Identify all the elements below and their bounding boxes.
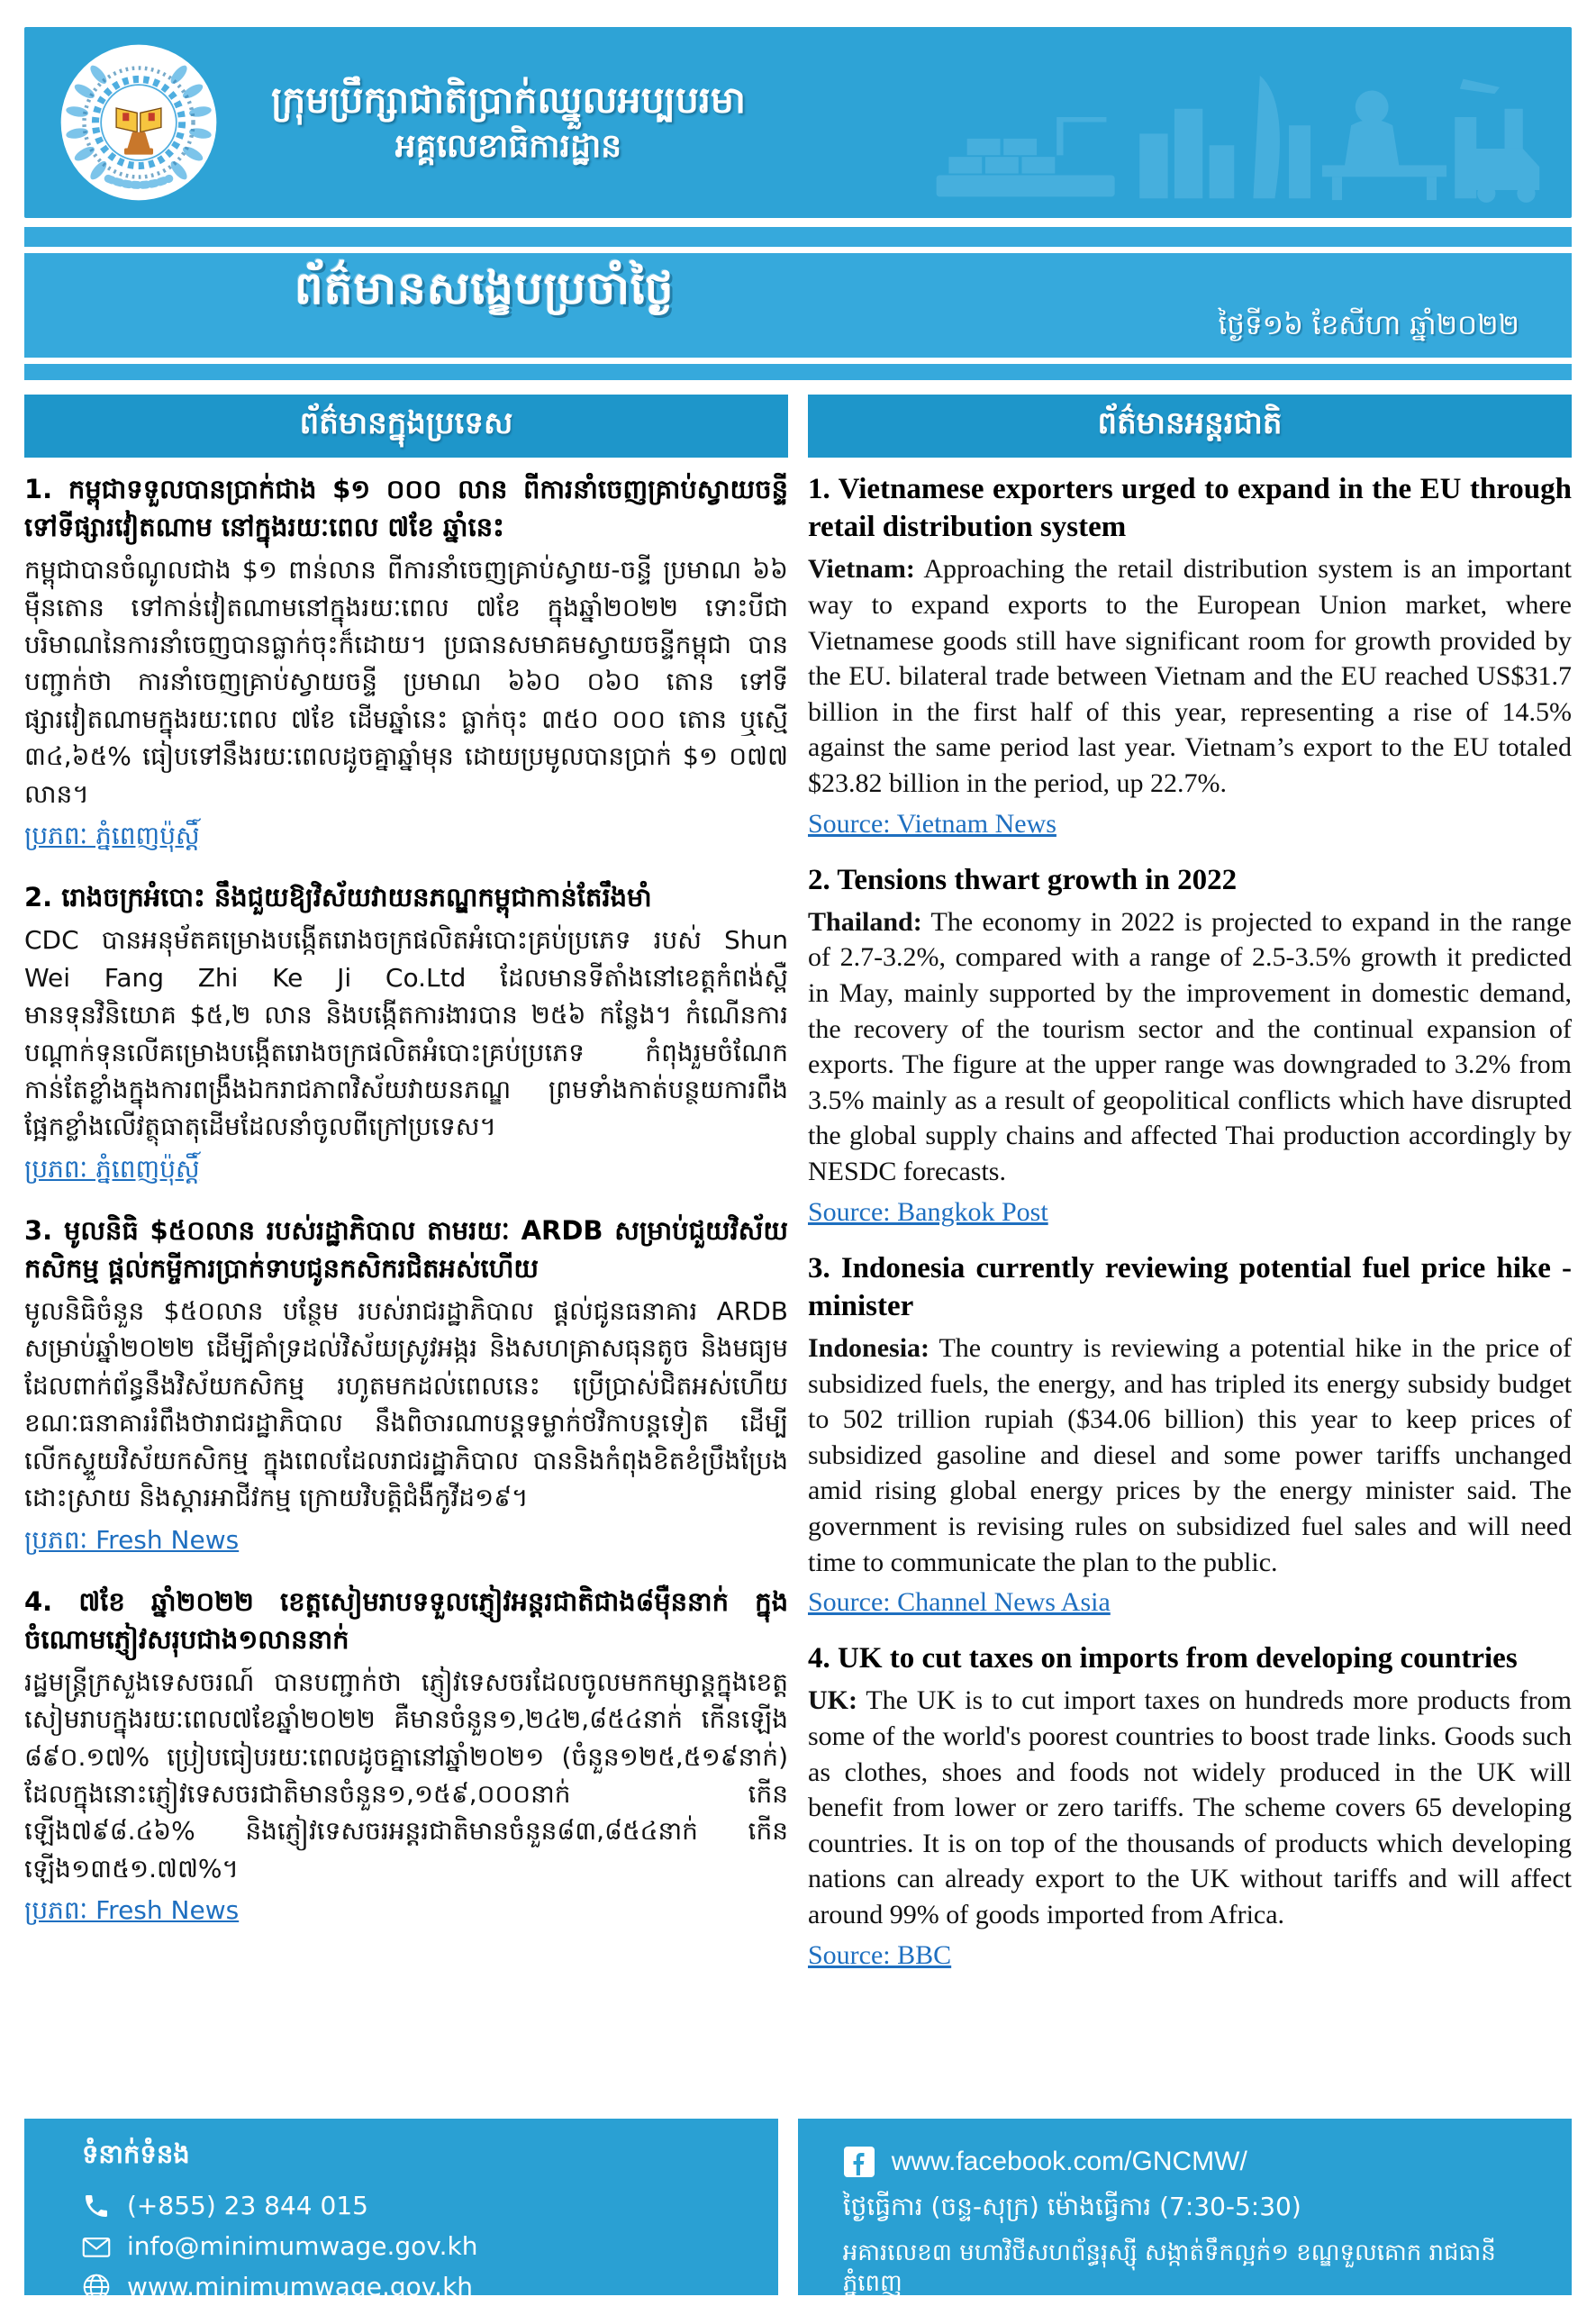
international-articles [808,458,1572,2102]
banner-strip-bottom [24,364,1572,380]
globe-icon [82,2273,111,2301]
article-source-link[interactable]: Source: Channel News Asia [808,1587,1111,1618]
banner-main [24,253,1572,358]
org-name-line2: អគ្គលេខាធិការដ្ឋាន [394,128,622,166]
article-lead: Indonesia: [808,1333,930,1364]
article-title: 1. Vietnamese exporters urged to expand in the EU through retail distribution system [808,473,1572,544]
banner-strip-top [24,227,1572,247]
article-title: 2. Tensions thwart growth in 2022 [808,863,1238,896]
international-article-4 [808,1639,1572,1983]
office-address: អគារលេខ៣ មហាវិថីសហព័ន្ធរុស្ស៊ី សង្កាត់ទឹកល្អក់១ ខណ្ឌទួលគោក រាជធានីភ្នំពេញ [842,2239,1496,2297]
issue-date: ថ្ងៃទី១៦ ខែសីហា ឆ្នាំ២០២២ [1218,309,1519,341]
facebook-row [843,2146,1545,2178]
email-row [82,2231,751,2261]
article-body [808,1330,1572,1580]
domestic-articles [24,458,788,2102]
banner-divider [24,358,1572,364]
international-news-column [808,395,1572,2102]
phone-number: (+855) 23 844 015 [127,2191,368,2220]
article-lead: Vietnam: [808,554,915,585]
article-lead: UK: [808,1685,857,1716]
domestic-news-column [24,395,788,2102]
article-body: រដ្ឋមន្ត្រីក្រសួងទេសចរណ៍ បានបញ្ជាក់ថា ភ្ញៀវទេសចរដែលចូលមកកម្សាន្តក្នុងខេត្តសៀមរាបក្នុងរយៈពេល៧ខែឆ្នាំ២០២២ គឺមានចំនួន១,២៤២,៨៥៤នាក់ កើនឡើង ៨៩០.១៧% ប្រៀបធៀបរយៈពេលដូចគ្នានៅឆ្នាំ២០២១ (ចំនួន១២៥,៥១៩នាក់) ដែលក្នុងនោះភ្ញៀវទេសចរជាតិមានចំនួន១,១៥៩,០០០នាក់ កើនឡើង៧៩៨.៤៦% និងភ្ញៀវទេសចរអន្តរជាតិមានចំនួន៨៣,៨៥៤នាក់ កើនឡើង១៣៥១.៧៧%។ [24,1666,788,1884]
working-hours: ថ្ងៃធ្វើការ (ចន្ទ-សុក្រ) ម៉ោងធ្វើការ (7:30-5:30) [842,2192,1301,2221]
article-title: 3. មូលនិធិ $៥០លាន របស់រដ្ឋាភិបាល តាមរយៈ ARDB សម្រាប់ជួយវិស័យកសិកម្ម ផ្តល់កម្ចីការប្រាក់ទាបជូនកសិករជិតអស់ហើយ [24,1214,788,1284]
article-source-link[interactable]: Source: BBC [808,1939,952,1970]
article-source-link[interactable]: ប្រភពៈ Fresh News [24,1524,240,1555]
phone-icon [82,2192,111,2220]
article-source-link[interactable]: ប្រភពៈ Fresh News [24,1895,240,1926]
website-url[interactable]: www.minimumwage.gov.kh [127,2272,474,2301]
website-row [82,2272,751,2301]
organization-name [271,76,746,169]
title-banner [24,227,1572,380]
banner-divider [24,247,1572,253]
article-source-link[interactable]: ប្រភពៈ ភ្នំពេញប៉ុស្តិ៍ [24,1153,200,1184]
article-body [808,904,1572,1190]
article-lead: Thailand: [808,906,922,937]
ministry-emblem-logo-icon [59,42,219,203]
social-block [798,2119,1572,2295]
domestic-article-1 [24,470,788,869]
article-title: 4. UK to cut taxes on imports from developing countries [808,1642,1518,1675]
page-footer [24,2119,1572,2301]
article-source-link[interactable]: Source: Vietnam News [808,808,1056,839]
international-article-3 [808,1249,1572,1631]
article-title: 2. រោងចក្រអំបោះ នឹងជួយឱ្យវិស័យវាយនភណ្ឌកម្ពុជាកាន់តែរឹងមាំ [24,882,652,913]
email-address[interactable]: info@minimumwage.gov.kh [127,2231,478,2261]
article-title: 3. Indonesia currently reviewing potential fuel price hike -minister [808,1251,1572,1322]
industry-skyline-watermark-icon [932,58,1563,218]
article-text: The economy in 2022 is projected to expand in the range of 2.7-3.2%, compared with a range of 2.5-3.5% growth it predicted in May, mainly supported by the improvement in domestic demand, the recovery of the tourism sector and the continual expansion of exports. The figure at the upper range was downgraded to 3.2% from 3.5% mainly as a result of geopolitical conflicts which have disrupted the global supply chains and affected Thai production accordingly by NESDC forecasts. [808,906,1572,1187]
international-article-1 [808,470,1572,852]
news-content [24,395,1572,2102]
article-body: CDC បានអនុម័តគម្រោងបង្កើតរោងចក្រផលិតអំបោះគ្រប់ប្រភេទ របស់ Shun Wei Fang Zhi Ke Ji Co.Ltd ដែលមានទីតាំងនៅខេត្តកំពង់ស្ពឺ មានទុនវិនិយោគ $៥,២ លាន និងបង្កើតការងារបាន ២៥៦ កន្លែង។ កំណើនការបណ្តាក់ទុនលើគម្រោងបង្កើតរោងចក្រផលិតអំបោះគ្រប់ប្រភេទ កំពុងរួមចំណែកកាន់តែខ្លាំងក្នុងការពង្រឹងឯករាជភាពវិស័យវាយនភណ្ឌ ព្រមទាំងកាត់បន្ថយការពឹងផ្អែកខ្លាំងលើវត្ថុធាតុដើមដែលនាំចូលពីក្រៅប្រទេស។ [24,925,788,1142]
page-title: ព័ត៌មានសង្ខេបប្រចាំថ្ងៃ [295,262,675,314]
org-name-line1: ក្រុមប្រឹក្សាជាតិប្រាក់ឈ្នួលអប្បបរមា [271,78,746,123]
article-source-link[interactable]: Source: Bangkok Post [808,1196,1048,1227]
article-title: 1. កម្ពុជាទទួលបានប្រាក់ជាង $១ ០០០ លាន ពីការនាំចេញគ្រាប់ស្វាយចន្ទីទៅទីផ្សារវៀតណាម នៅក្នុងរយៈពេល ៧ខែ ឆ្នាំនេះ [24,474,788,543]
article-body: មូលនិធិចំនួន $៥០លាន បន្ថែម របស់រាជរដ្ឋាភិបាល ផ្តល់ជូនធនាគារ ARDB សម្រាប់ឆ្នាំ២០២២ ដើម្បីគាំទ្រដល់វិស័យស្រូវអង្ករ និងសហគ្រាសធុនតូច និងមធ្យម ដែលពាក់ព័ន្ធនឹងវិស័យកសិកម្ម រហូតមកដល់ពេលនេះ ប្រើប្រាស់ជិតអស់ហើយ ខណៈធនាគាររំពឹងថារាជរដ្ឋាភិបាល នឹងពិចារណាបន្តទម្លាក់ថវិកាបន្តទៀត ដើម្បីលើកស្ទួយវិស័យកសិកម្ម ក្នុងពេលដែលរាជរដ្ឋាភិបាល បាននិងកំពុងខិតខំប្រឹងប្រែងដោះស្រាយ និងស្តារអាជីវកម្ម ក្រោយវិបត្តិជំងឺកូវីដ១៩។ [24,1295,788,1513]
contact-title: ទំនាក់ទំនង [82,2138,190,2169]
domestic-article-3 [24,1212,788,1574]
article-text: Approaching the retail distribution system is an important way to expand exports to the European Union market, where Vietnamese goods still have significant room for growth provided by the EU. bilateral trade between Vietnam and the EU reached US$31.7 billion in the first half of this year, representing a rise of 14.5% against the same period last year. Vietnam’s export to the EU totaled $23.82 billion in the period, up 22.7%. [808,554,1572,799]
article-body [808,551,1572,801]
contact-block [24,2119,778,2301]
domestic-section-header: ព័ត៌មានក្នុងប្រទេស [24,395,788,458]
email-icon [82,2234,111,2259]
domestic-article-4 [24,1583,788,1945]
article-body: កម្ពុជាបានចំណូលជាង $១ ពាន់លាន ពីការនាំចេញគ្រាប់ស្វាយ-ចន្ទី ប្រមាណ ៦៦ ម៉ឺនតោន ទៅកាន់វៀតណាមនៅក្នុងរយៈពេល ៧ខែ ក្នុងឆ្នាំ២០២២ ទោះបីជាបរិមាណនៃការនាំចេញបានធ្លាក់ចុះក៏ដោយ។ ប្រធានសមាគមស្វាយចន្ទីកម្ពុជា បានបញ្ជាក់ថា ការនាំចេញគ្រាប់ស្វាយចន្ទី ប្រមាណ ៦៦០ ០៦០ តោន ទៅទីផ្សារវៀតណាមក្នុងរយៈពេល ៧ខែ ដើមឆ្នាំនេះ ធ្លាក់ចុះ ៣៥០ ០០០ តោន ឬស្មើ ៣៤,៦៥% ធៀបទៅនឹងរយៈពេលដូចគ្នាឆ្នាំមុន ដោយប្រមូលបានប្រាក់ $១ ០៧៧ លាន។ [24,555,788,809]
domestic-article-2 [24,878,788,1203]
article-body [808,1683,1572,1932]
facebook-url[interactable]: www.facebook.com/GNCMW/ [891,2147,1247,2176]
article-source-link[interactable]: ប្រភពៈ ភ្នំពេញប៉ុស្តិ៍ [24,821,200,851]
page-header [24,27,1572,218]
phone-row [82,2191,751,2220]
article-text: The UK is to cut import taxes on hundreds more products from some of the world's poorest countries to boost trade links. Goods such as clothes, shoes and foods not widely produced in the UK will benefit from lower or zero tariffs. The scheme covers 65 developing countries. It is on top of the thousands of products which developing nations can already export to the UK without tariffs and will affect around 99% of goods imported from Africa. [808,1685,1572,1930]
international-section-header: ព័ត៌មានអន្តរជាតិ [808,395,1572,458]
international-article-2 [808,861,1572,1240]
facebook-icon [843,2146,875,2178]
article-text: The country is reviewing a potential hike in the price of subsidized fuels, the energy, and has tripled its energy subsidy budget to 502 trillion rupiah ($34.06 billion) this year to keep prices of subsidized gasoline and diesel and some power tariffs unchanged amid rising global energy prices by the energy minister said. The government is revising rules on subsidized fuel sales and will need time to communicate the plan to the public. [808,1333,1572,1577]
article-title: 4. ៧ខែ ឆ្នាំ២០២២ ខេត្តសៀមរាបទទួលភ្ញៀវអន្តរជាតិជាង៨ម៉ឺននាក់ ក្នុងចំណោមភ្ញៀវសរុបជាង១លាននាក់ [24,1585,788,1655]
